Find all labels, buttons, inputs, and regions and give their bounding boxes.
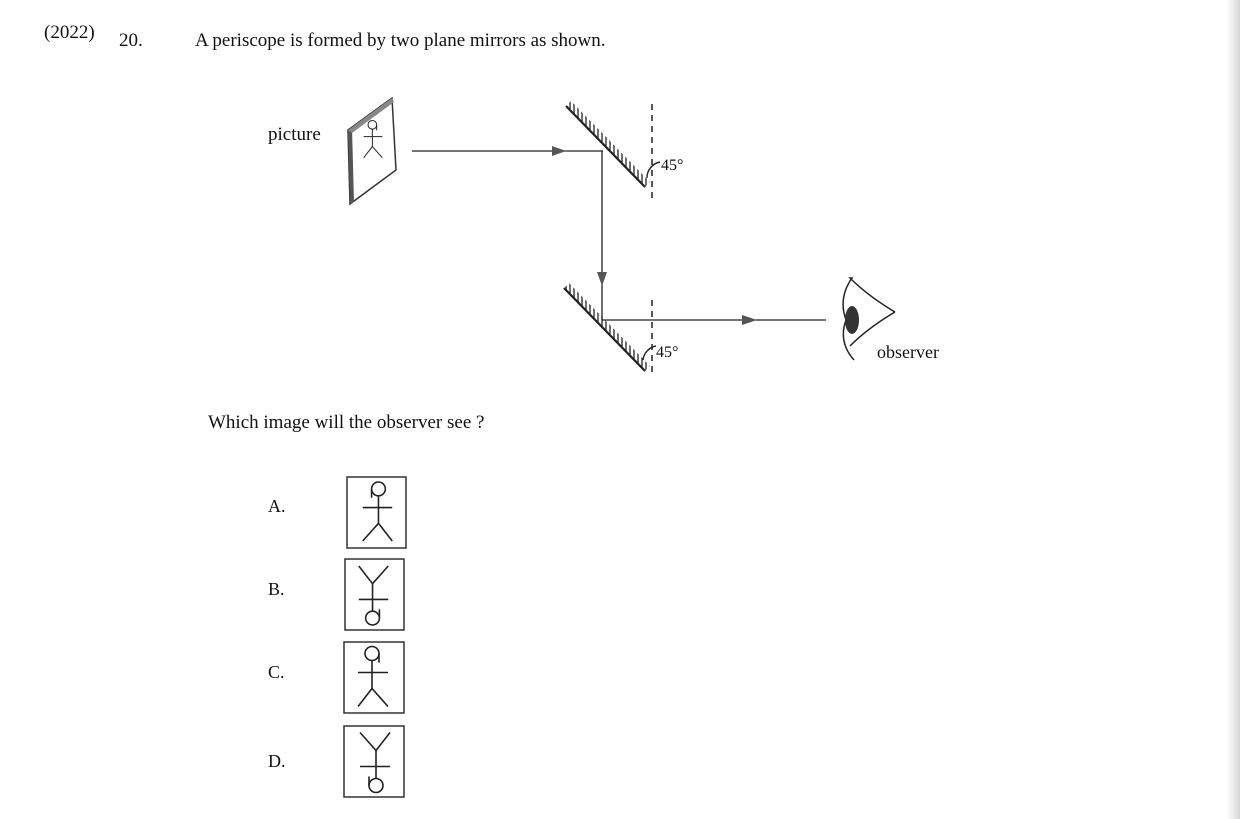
incident-ray [412,146,603,156]
picture-frame [348,98,396,204]
top-angle-arc [647,162,660,178]
bottom-angle-arc [643,346,656,360]
bottom-mirror [564,283,656,371]
question-year: (2022) [44,22,95,43]
option-b-figure [345,559,404,630]
bottom-angle-label: 45° [656,344,679,361]
option-a-label[interactable]: A. [268,496,286,516]
question-text: A periscope is formed by two plane mirrors as shown. [195,30,606,51]
question-number: 20. [119,30,143,51]
vertical-ray [597,151,607,320]
option-b-label[interactable]: B. [268,579,285,599]
option-c-figure [344,642,404,713]
top-angle-label: 45° [661,157,684,174]
reflected-ray [602,315,826,325]
option-d-figure [344,726,404,797]
option-d-label[interactable]: D. [268,751,286,771]
observer-label: observer [877,342,939,362]
top-mirror [566,101,660,187]
picture-label: picture [268,124,321,145]
option-a-figure [347,477,406,548]
sub-question-text: Which image will the observer see ? [208,412,485,433]
option-c-label[interactable]: C. [268,662,285,682]
